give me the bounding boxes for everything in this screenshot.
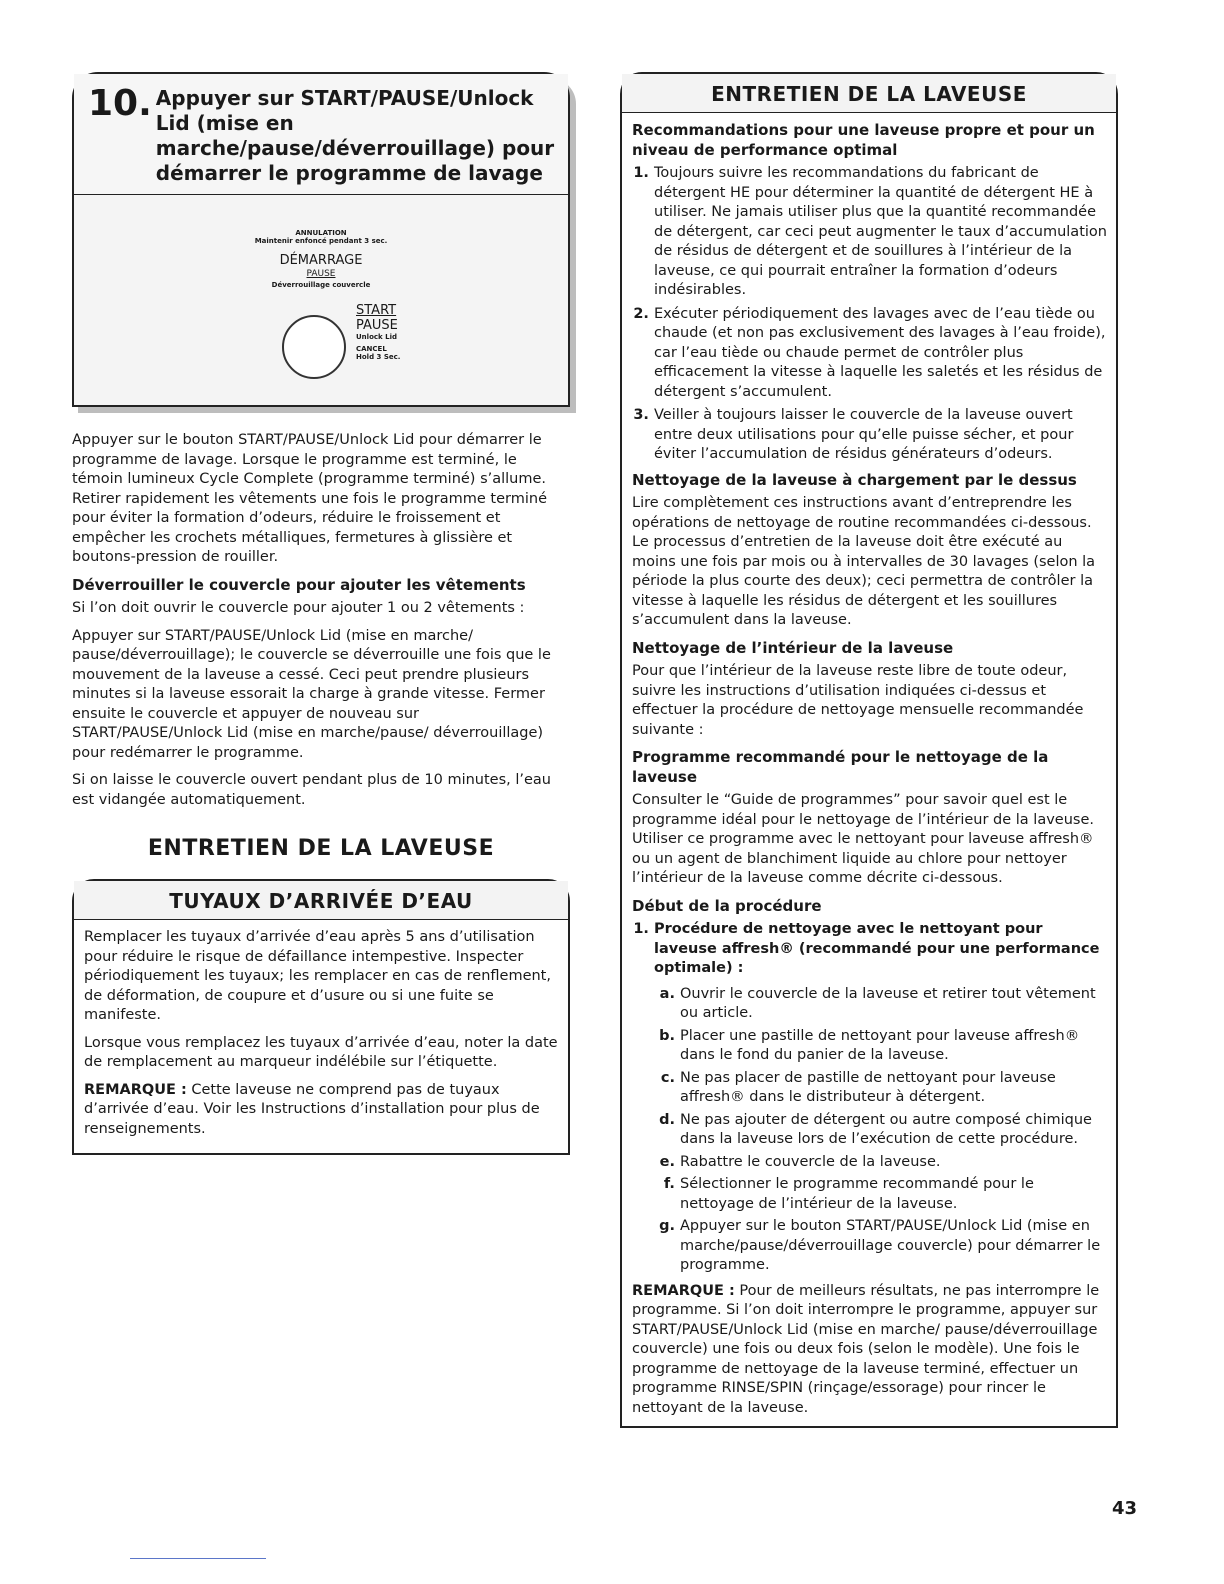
unlock-paragraph-3: Si on laisse le couvercle ouvert pendant plus de 10 minutes, l’eau est vidangée automatiquement.	[72, 772, 551, 808]
start-pause-button-illustration	[282, 315, 346, 379]
left-body	[72, 431, 570, 810]
left-column	[72, 72, 570, 1155]
procedure-step-e: e. Rabattre le couvercle de la laveuse.	[680, 1153, 1108, 1173]
reco-item-1: 1. Toujours suivre les recommandations du fabricant de détergent HE pour déterminer la quantité de détergent HE à utiliser. Ne jamais utiliser plus que la quantité recommandée de détergent, car ceci peut augmenter le taux d’accumulation de résidus de détergent et de souillures à l’intérieur de la laveuse, ce qui pourrait entraîner la formation d’odeurs indésirables.	[654, 164, 1108, 301]
procedure-note-label: REMARQUE :	[632, 1282, 735, 1299]
page-number: 43	[1112, 1498, 1138, 1519]
hoses-note-text: Cette laveuse ne comprend pas de tuyaux d’arrivée d’eau. Voir les Instructions d’installation pour plus de renseignements.	[84, 1081, 540, 1137]
control-panel-illustration	[74, 195, 568, 405]
program-heading: Programme recommandé pour le nettoyage de la laveuse	[632, 748, 1049, 786]
panel-pause-fr: PAUSE	[306, 269, 336, 279]
procedure-step-a: a. Ouvrir le couvercle de la laveuse et retirer tout vêtement ou article.	[680, 985, 1108, 1024]
right-column	[620, 72, 1118, 1428]
panel-deverrouillage: Déverrouillage couvercle	[271, 281, 371, 289]
procedure-step-g: g. Appuyer sur le bouton START/PAUSE/Unlock Lid (mise en marche/pause/déverrouillage couvercle) pour démarrer le programme.	[680, 1217, 1108, 1276]
hoses-paragraph-1: Remplacer les tuyaux d’arrivée d’eau après 5 ans d’utilisation pour réduire le risque de défaillance intempestive. Inspecter périodiquement les tuyaux; les remplacer en cas de renflement, de déformation, de coupure et d’usure ou si une fuite se manifeste.	[84, 929, 551, 1023]
program-text: Consulter le “Guide de programmes” pour savoir quel est le programme idéal pour le nettoyage de l’intérieur de la laveuse. Utiliser ce programme avec le nettoyant pour laveuse affresh® ou un agent de blanchiment liquide au chlore pour nettoyer l’intérieur de la laveuse comme décrite ci-dessous.	[632, 792, 1094, 886]
start-heading: Début de la procédure	[632, 896, 822, 915]
reco-list	[632, 164, 1108, 465]
maintenance-box-title: ENTRETIEN DE LA LAVEUSE	[622, 74, 1116, 113]
maintenance-box	[620, 72, 1118, 1428]
procedure-note	[632, 1282, 1108, 1419]
footer-line	[130, 1558, 266, 1559]
toploader-text: Lire complètement ces instructions avant d’entreprendre les opérations de nettoyage de routine recommandées ci-dessous. Le processus d’entretien de la laveuse doit être exécuté au moins une fois par mois ou à intervalles de 30 lavages (selon la période la plus courte des deux); ceci permettra de contrôler la vitesse à laquelle les résidus de détergent et les souillures s’accumulent dans la laveuse.	[632, 495, 1096, 628]
hoses-note-label: REMARQUE :	[84, 1081, 187, 1098]
unlock-paragraph-2: Appuyer sur START/PAUSE/Unlock Lid (mise en marche/ pause/déverrouillage); le couvercle se déverrouille une fois que le mouvement de la laveuse a cessé. Ceci peut prendre plusieurs minutes si la laveuse essorait la charge à grande vitesse. Fermer ensuite le couvercle et appuyer de nouveau sur START/PAUSE/Unlock Lid (mise en marche/pause/ déverrouillage) pour redémarrer le programme.	[72, 627, 551, 761]
procedure-step-c: c. Ne pas placer de pastille de nettoyant pour laveuse affresh® dans le distributeur à détergent.	[680, 1069, 1108, 1108]
maintenance-heading: ENTRETIEN DE LA LAVEUSE	[147, 836, 495, 861]
reco-item-2: 2. Exécuter périodiquement des lavages avec de l’eau tiède ou chaude (et non pas exclusivement des lavages à l’eau froide), car l’eau tiède ou chaude permet de contrôler plus efficacement la vitesse à laquelle les saletés et les résidus de détergent s’accumulent.	[654, 305, 1108, 403]
reco-item-3: 3. Veiller à toujours laisser le couvercle de la laveuse ouvert entre deux utilisations pour qu’elle puisse sécher, et pour éviter l’accumulation de résidus générateurs d’odeurs.	[654, 406, 1108, 465]
panel-demarrage: DÉMARRAGE	[279, 253, 363, 268]
intro-paragraph: Appuyer sur le bouton START/PAUSE/Unlock Lid pour démarrer le programme de lavage. Lorsque le programme est terminé, le témoin lumineux Cycle Complete (programme terminé) s’allume. Retirer rapidement les vêtements une fois le programme terminé pour éviter la formation d’odeurs, réduire le froissement et empêcher les crochets métalliques, fermetures à glissière et boutons-pression de rouiller.	[72, 432, 547, 565]
step-header	[74, 74, 568, 195]
procedure-step-f: f. Sélectionner le programme recommandé pour le nettoyage de l’intérieur de la laveuse.	[680, 1175, 1108, 1214]
panel-start: START	[356, 303, 397, 318]
hoses-body	[74, 920, 568, 1153]
procedure-title: Procédure de nettoyage avec le nettoyant pour laveuse affresh® (recommandé pour une performance optimale) :	[654, 921, 1100, 976]
panel-maintenir: Maintenir enfoncé pendant 3 sec.	[254, 237, 388, 245]
hoses-title: TUYAUX D’ARRIVÉE D’EAU	[74, 881, 568, 920]
toploader-heading: Nettoyage de la laveuse à chargement par le dessus	[632, 470, 1077, 489]
interior-text: Pour que l’intérieur de la laveuse reste libre de toute odeur, suivre les instructions d’utilisation indiquées ci-dessus et effectuer la procédure de nettoyage mensuelle recommandée suivante :	[632, 663, 1084, 738]
reco-heading: Recommandations pour une laveuse propre et pour un niveau de performance optimal	[632, 121, 1095, 159]
step-10-box	[72, 72, 570, 407]
panel-hold: Hold 3 Sec.	[356, 353, 401, 361]
step-number: 10.	[88, 83, 152, 124]
panel-cancel: CANCEL	[356, 345, 387, 353]
step-title: Appuyer sur START/PAUSE/Unlock Lid (mise en marche/pause/déverrouillage) pour démarrer le programme de lavage	[155, 86, 555, 185]
hoses-note	[84, 1081, 560, 1140]
procedure-item	[654, 920, 1108, 1276]
panel-pause-en: PAUSE	[356, 318, 398, 333]
hoses-box	[72, 879, 570, 1155]
unlock-heading: Déverrouiller le couvercle pour ajouter les vêtements	[72, 575, 526, 594]
hoses-paragraph-2: Lorsque vous remplacez les tuyaux d’arrivée d’eau, noter la date de remplacement au marqueur indélébile sur l’étiquette.	[84, 1034, 558, 1070]
procedure-list	[632, 920, 1108, 1276]
panel-annulation: ANNULATION	[295, 229, 347, 237]
panel-unlock: Unlock Lid	[356, 333, 397, 341]
maintenance-body	[622, 113, 1116, 1426]
procedure-steps	[654, 985, 1108, 1276]
procedure-step-b: b. Placer une pastille de nettoyant pour laveuse affresh® dans le fond du panier de la laveuse.	[680, 1027, 1108, 1066]
unlock-paragraph-1: Si l’on doit ouvrir le couvercle pour ajouter 1 ou 2 vêtements :	[72, 600, 525, 616]
interior-heading: Nettoyage de l’intérieur de la laveuse	[632, 638, 954, 657]
dial-labels	[356, 303, 400, 361]
procedure-step-d: d. Ne pas ajouter de détergent ou autre composé chimique dans la laveuse lors de l’exécution de cette procédure.	[680, 1111, 1108, 1150]
procedure-note-text: Pour de meilleurs résultats, ne pas interrompre le programme. Si l’on doit interrompre le programme, appuyer sur START/PAUSE/Unlock Lid (mise en marche/ pause/déverrouillage couvercle) une fois ou deux fois (selon le modèle). Une fois le programme de nettoyage de la laveuse terminé, effectuer un programme RINSE/SPIN (rinçage/essorage) pour rincer le nettoyant de la laveuse.	[632, 1282, 1100, 1416]
